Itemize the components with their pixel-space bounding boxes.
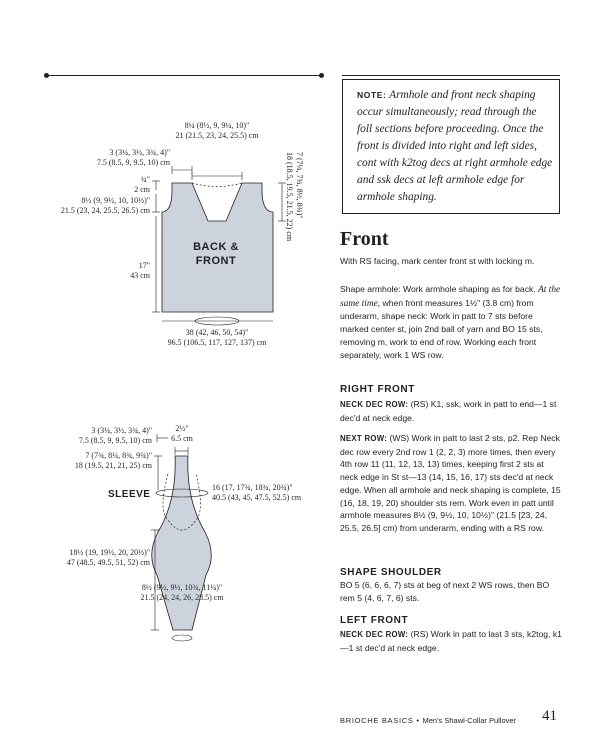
front-heading: Front bbox=[340, 228, 389, 250]
front-intro: With RS facing, mark center front st with locking m. bbox=[340, 256, 535, 266]
note-body: Armhole and front neck shaping occur simultaneously; read through the foll sections before proceeding. Once the front is divided into right and left sides, cont with k2tog decs at right armhole edge and ssk decs at left armhole edge for armhole shaping. bbox=[357, 89, 553, 203]
top-rule-right bbox=[342, 75, 560, 76]
right-front-heading: RIGHT FRONT bbox=[340, 384, 415, 395]
sleeve-length-measure: 18½ (19, 19½, 20, 20½)" 47 (48.5, 49.5, 51, 52) cm bbox=[66, 548, 150, 567]
left-front-heading: LEFT FRONT bbox=[340, 615, 409, 626]
footer-running-head: BRIOCHE BASICS • Men's Shawl-Collar Pullover bbox=[340, 716, 517, 725]
note-label: NOTE: bbox=[357, 90, 387, 100]
shape-shoulder-heading: SHAPE SHOULDER bbox=[340, 567, 442, 578]
right-front-neck-dec: NECK DEC ROW: (RS) K1, ssk, work in patt to end—1 st dec'd at neck edge. bbox=[340, 399, 557, 423]
front-width-measure: 38 (42, 46, 50, 54)" 96.5 (106.5, 117, 127, 137) cm bbox=[167, 328, 267, 347]
front-schematic-label: BACK & FRONT bbox=[193, 241, 239, 267]
sleeve-cuff-measure: 8½ (9½, 9½, 10¾, 11¼)" 21.5 (24, 24, 26, 28.5) cm bbox=[140, 583, 224, 602]
right-front-next-row: NEXT ROW: (WS) Work in patt to last 2 sts, p2. Rep Neck dec row every 2nd row 1 (2, 2, 3) more times, then every 4th row 11 (11, 12, 13, 13) times, keeping first 2 sts at neck edge in St st—13 (14, 15, 16, 17) sts dec'd at neck edge. When all armhole and neck shaping is complete, 15 (16, 18, 19, 20) shoulder sts rem. Work even in patt until armhole measures 8½ (9, 9½, 10, 10½)" (21.5 [23, 24, 25.5, 26.5] cm) from underarm, ending with a RS row. bbox=[340, 433, 561, 533]
front-armhole-measure: 8½ (9, 9½, 10, 10½)" 21.5 (23, 24, 25.5, 26.5) cm bbox=[60, 196, 150, 215]
sleeve-upper-arm-measure: 16 (17, 17¾, 18¾, 20¾)" 40.5 (43, 45, 47.5, 52.5) cm bbox=[212, 483, 302, 502]
sleeve-cap-height-measure: 7 (7¾, 8¼, 8¾, 9¾)" 18 (19.5, 21, 21, 25) cm bbox=[74, 451, 152, 470]
sleeve-cuff-arrow bbox=[172, 635, 192, 641]
shape-shoulder-text: BO 5 (6, 6, 6, 7) sts at beg of next 2 WS rows, then BO rem 5 (4, 6, 7, 6) sts. bbox=[340, 580, 550, 603]
front-neck-measure: 8¼ (8½, 9, 9¼, 10)" 21 (21.5, 23, 24, 25.5) cm bbox=[175, 121, 259, 140]
left-front-neck-dec: NECK DEC ROW: (RS) Work in patt to last 3 sts, k2tog, k1—1 st dec'd at neck edge. bbox=[340, 629, 562, 653]
front-body-measure: 17" 43 cm bbox=[130, 261, 150, 280]
sleeve-cap-width-measure: 3 (3¼, 3½, 3¾, 4)" 7.5 (8.5, 9, 9.5, 10) cm bbox=[78, 426, 152, 445]
front-armhole-paragraph: Shape armhole: Work armhole shaping as for back. At the same time, when front measures 1½" (3.8 cm) from underarm, shape neck: Work in patt to 7 sts before marked center st, join 2nd ball of yarn and BO 15 sts, removing m, work to end of row. Working each front separately, work 1 WS row. bbox=[340, 284, 561, 360]
sleeve-top-measure: 2½" 6.5 cm bbox=[171, 424, 193, 443]
front-back-neck-dashed bbox=[192, 183, 242, 187]
page-number: 41 bbox=[542, 708, 557, 724]
sleeve-shape bbox=[152, 456, 212, 630]
front-slope-measure: ¾" 2 cm bbox=[134, 175, 150, 194]
sleeve-schematic-label: SLEEVE bbox=[108, 489, 151, 500]
front-neck-depth-measure: 7 (7¼, 7¾, 8½, 8¾)" 18 (18.5, 19.5, 21.5, 22) cm bbox=[285, 152, 304, 242]
front-shoulder-measure: 3 (3¼, 3½, 3¾, 4)" 7.5 (8.5, 9, 9.5, 10) cm bbox=[96, 148, 170, 167]
note-text bbox=[357, 87, 553, 206]
